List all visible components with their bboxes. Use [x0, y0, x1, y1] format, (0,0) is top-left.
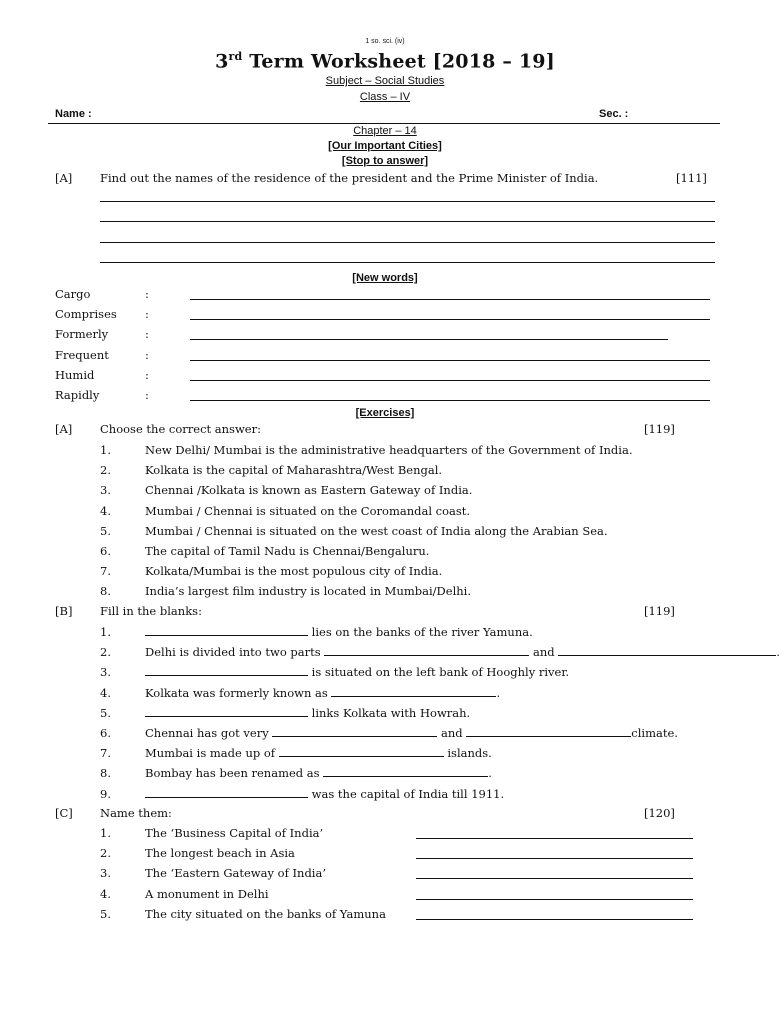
name-answer-line[interactable]	[416, 878, 693, 879]
blank-field[interactable]	[145, 787, 308, 798]
fill-blank-sentence	[145, 706, 470, 720]
question-text: Mumbai / Chennai is situated on the west coast of India along the Arabian Sea.	[145, 523, 608, 538]
section-b-label: [B]	[55, 604, 73, 618]
new-words-heading	[0, 272, 770, 284]
title-main: Term Worksheet [2018 – 19]	[242, 50, 555, 73]
question-number: 5.	[100, 705, 111, 720]
sentence-part: links Kolkata with Howrah.	[308, 705, 471, 720]
section-b-page: [119]	[644, 604, 675, 618]
fill-blank-sentence	[145, 766, 492, 780]
new-word-answer-line[interactable]	[190, 339, 668, 340]
fill-blank-sentence	[145, 746, 492, 760]
sentence-part: climate.	[631, 726, 678, 740]
worksheet-code: 1 so. sci. (iv)	[365, 38, 405, 45]
new-word-answer-line[interactable]	[190, 299, 710, 300]
new-word-answer-line[interactable]	[190, 319, 710, 320]
blank-field[interactable]	[558, 645, 776, 656]
blank-field[interactable]	[145, 706, 308, 717]
new-word-colon: :	[145, 367, 149, 382]
name-answer-line[interactable]	[416, 858, 693, 859]
sentence-part: is situated on the left bank of Hooghly river.	[308, 665, 570, 680]
section-c-page: [120]	[644, 806, 675, 820]
question-number: 8.	[100, 766, 111, 781]
new-word-answer-line[interactable]	[190, 400, 710, 401]
new-word-colon: :	[145, 287, 149, 301]
sentence-part: .	[488, 766, 492, 781]
chapter-number	[0, 125, 770, 137]
question-number: 3.	[100, 665, 111, 680]
question-number: 2.	[100, 645, 111, 660]
fill-blank-sentence	[145, 726, 678, 740]
sentence-part: Bombay has been renamed as	[145, 766, 324, 781]
question-text: India’s largest film industry is located in Mumbai/Delhi.	[145, 584, 471, 599]
new-word-answer-line[interactable]	[190, 360, 710, 361]
title-ordinal-suffix: rd	[228, 50, 243, 63]
exercises-heading-text: [Exercises]	[355, 407, 415, 419]
new-word-colon: :	[145, 307, 149, 322]
new-word-term: Humid	[55, 367, 95, 382]
question-number: 3.	[100, 866, 111, 881]
blank-field[interactable]	[323, 766, 488, 777]
section-c-title: Name them:	[100, 806, 172, 820]
sentence-part: Delhi is divided into two parts	[145, 645, 325, 660]
section-b-title: Fill in the blanks:	[100, 604, 202, 618]
question-text: The ‘Eastern Gateway of India’	[145, 866, 326, 881]
question-number: 6.	[100, 544, 111, 558]
question-number: 1.	[100, 625, 111, 639]
answer-line[interactable]	[100, 201, 715, 202]
sentence-part: Kolkata was formerly known as	[145, 685, 332, 700]
new-word-term: Rapidly	[55, 388, 100, 402]
sentence-part: was the capital of India till 1911.	[308, 786, 505, 801]
new-words-heading-text: [New words]	[352, 272, 418, 284]
subject-line	[0, 75, 770, 87]
question-a-label: [A]	[55, 171, 73, 185]
section-label: Sec. :	[599, 108, 629, 120]
new-word-colon: :	[145, 347, 149, 362]
chapter-title-text: [Our Important Cities]	[328, 140, 442, 152]
answer-line[interactable]	[100, 221, 715, 222]
class-line	[0, 91, 770, 103]
question-number: 6.	[100, 726, 111, 740]
question-number: 4.	[100, 503, 111, 518]
question-text: The capital of Tamil Nadu is Chennai/Bengaluru.	[145, 544, 430, 558]
subject-text: Subject – Social Studies	[325, 75, 445, 87]
exercises-heading	[0, 407, 770, 419]
new-word-term: Cargo	[55, 287, 91, 301]
question-number: 4.	[100, 685, 111, 700]
question-number: 4.	[100, 886, 111, 901]
question-text: The city situated on the banks of Yamuna	[145, 906, 386, 921]
name-answer-line[interactable]	[416, 919, 693, 920]
question-text: Kolkata is the capital of Maharashtra/West Bengal.	[145, 463, 443, 478]
sentence-part: .	[496, 685, 501, 700]
question-number: 5.	[100, 523, 111, 538]
new-word-answer-line[interactable]	[190, 380, 710, 381]
blank-field[interactable]	[279, 746, 444, 757]
question-number: 5.	[100, 906, 111, 921]
chapter-subheading	[0, 155, 770, 167]
answer-line[interactable]	[100, 262, 715, 263]
question-number: 7.	[100, 564, 111, 579]
section-a-title: Choose the correct answer:	[100, 422, 261, 436]
blank-field[interactable]	[145, 665, 308, 676]
blank-field[interactable]	[272, 726, 437, 737]
fill-blank-sentence	[145, 686, 500, 700]
sentence-part: Mumbai is made up of	[145, 746, 279, 761]
sentence-part: Chennai has got very	[145, 726, 273, 740]
question-number: 2.	[100, 463, 111, 478]
name-label: Name :	[55, 108, 92, 120]
blank-field[interactable]	[331, 686, 496, 697]
class-text: Class – IV	[359, 91, 411, 103]
title-ordinal: 3	[215, 50, 229, 73]
new-word-term: Formerly	[55, 327, 109, 342]
question-number: 2.	[100, 846, 111, 861]
question-text: Kolkata/Mumbai is the most populous city of India.	[145, 564, 443, 579]
fill-blank-sentence	[145, 787, 504, 801]
header-rule	[48, 123, 720, 124]
new-word-colon: :	[145, 327, 149, 342]
question-number: 3.	[100, 483, 111, 498]
question-text: The ‘Business Capital of India’	[145, 826, 324, 840]
sentence-part: lies on the banks of the river Yamuna.	[308, 625, 533, 639]
question-number: 9.	[100, 786, 111, 801]
question-a-text: Find out the names of the residence of the president and the Prime Minister of India.	[100, 171, 599, 185]
question-text: Chennai /Kolkata is known as Eastern Gateway of India.	[145, 483, 473, 498]
new-word-colon: :	[145, 388, 149, 402]
section-a-page: [119]	[644, 422, 675, 436]
chapter-title	[0, 140, 770, 152]
question-text: A monument in Delhi	[145, 886, 269, 901]
question-number: 1.	[100, 443, 111, 457]
sentence-part: .	[776, 645, 780, 660]
blank-field[interactable]	[466, 726, 631, 737]
sentence-part: and	[437, 726, 467, 740]
answer-line[interactable]	[100, 242, 715, 243]
chapter-subheading-text: [Stop to answer]	[341, 155, 429, 167]
fill-blank-sentence	[145, 665, 569, 679]
sentence-part: islands.	[443, 746, 492, 761]
question-text: New Delhi/ Mumbai is the administrative headquarters of the Government of India.	[145, 443, 633, 457]
question-text: The longest beach in Asia	[145, 846, 295, 861]
name-answer-line[interactable]	[416, 838, 693, 839]
section-a-label: [A]	[55, 422, 73, 436]
blank-field[interactable]	[145, 625, 308, 636]
name-answer-line[interactable]	[416, 899, 693, 900]
section-c-label: [C]	[55, 806, 73, 820]
sentence-part: and	[529, 645, 559, 660]
question-number: 1.	[100, 826, 111, 840]
page-title	[0, 50, 770, 72]
new-word-term: Comprises	[55, 307, 117, 322]
question-number: 7.	[100, 746, 111, 761]
blank-field[interactable]	[324, 645, 529, 656]
new-word-term: Frequent	[55, 347, 109, 362]
question-a-page: [111]	[676, 171, 707, 185]
question-text: Mumbai / Chennai is situated on the Coromandal coast.	[145, 503, 471, 518]
chapter-number-text: Chapter – 14	[353, 125, 417, 137]
fill-blank-sentence	[145, 645, 780, 659]
fill-blank-sentence	[145, 625, 533, 639]
question-number: 8.	[100, 584, 111, 599]
